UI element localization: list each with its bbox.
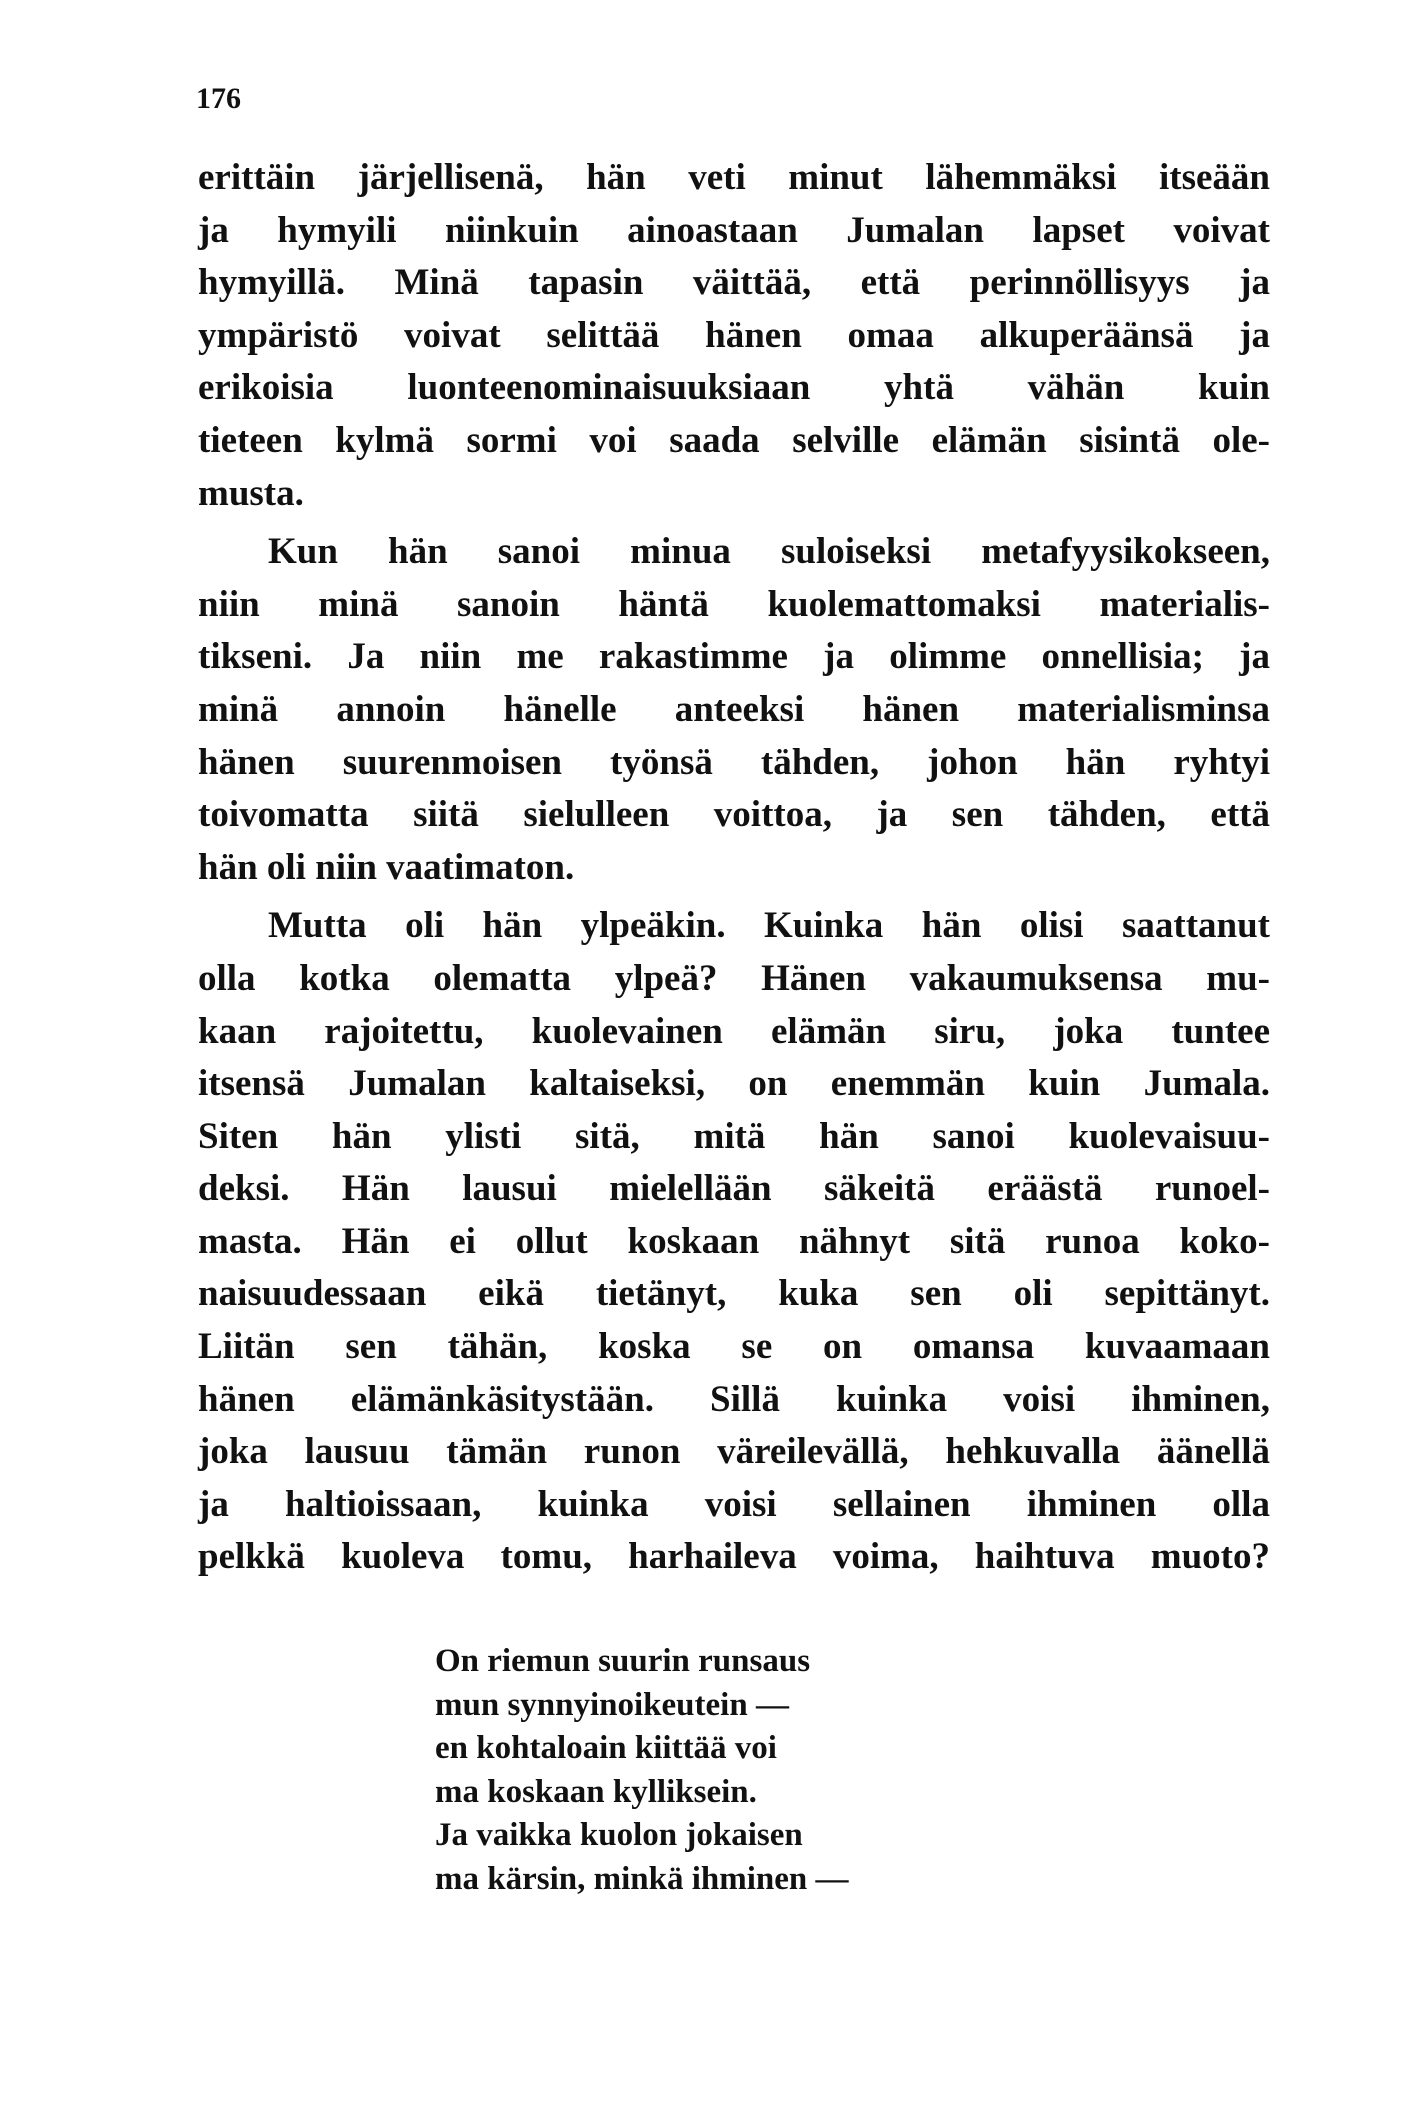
text-line: Liitän sen tähän, koska se on omansa kuvaamaan xyxy=(198,1326,1270,1368)
text-line: itsensä Jumalan kaltaiseksi, on enemmän kuin Jumala. xyxy=(198,1063,1270,1105)
poem-line: ma kärsin, minkä ihminen — xyxy=(435,1860,849,1897)
text-line: kaan rajoitettu, kuolevainen elämän siru, joka tuntee xyxy=(198,1010,1270,1052)
text-line: musta. xyxy=(198,472,304,514)
poem-line: en kohtaloain kiittää voi xyxy=(435,1730,777,1766)
text-line: hänen elämänkäsitystään. Sillä kuinka voisi ihminen, xyxy=(198,1378,1270,1420)
text-line: olla kotka olematta ylpeä? Hänen vakaumuksensa mu- xyxy=(198,957,1270,999)
text-line: masta. Hän ei ollut koskaan nähnyt sitä runoa koko- xyxy=(198,1220,1270,1262)
body-text xyxy=(198,152,1270,1584)
text-line: hymyillä. Minä tapasin väittää, että perinnöllisyys ja xyxy=(198,262,1270,304)
poem-line: Ja vaikka kuolon jokaisen xyxy=(435,1817,803,1853)
text-line: hänen suurenmoisen työnsä tähden, johon hän ryhtyi xyxy=(198,741,1270,783)
text-line: niin minä sanoin häntä kuolemattomaksi materialis- xyxy=(198,583,1270,625)
text-line: ja hymyili niinkuin ainoastaan Jumalan lapset voivat xyxy=(198,209,1270,251)
text-line: hän oli niin vaatimaton. xyxy=(198,846,575,888)
text-line: naisuudessaan eikä tietänyt, kuka sen oli sepittänyt. xyxy=(198,1273,1270,1315)
poem-line: ma koskaan kylliksein. xyxy=(435,1773,757,1810)
text-line: Kun hän sanoi minua suloiseksi metafyysikokseen, xyxy=(268,531,1270,573)
text-line: pelkkä kuoleva tomu, harhaileva voima, haihtuva muoto? xyxy=(198,1536,1270,1578)
paragraph xyxy=(198,526,1270,894)
text-line: ympäristö voivat selittää hänen omaa alkuperäänsä ja xyxy=(198,314,1270,356)
text-line: Mutta oli hän ylpeäkin. Kuinka hän olisi saattanut xyxy=(268,905,1270,947)
paragraph xyxy=(198,152,1270,520)
paragraph xyxy=(198,900,1270,1584)
text-line: tieteen kylmä sormi voi saada selville elämän sisintä ole- xyxy=(198,419,1270,461)
text-line: erittäin järjellisenä, hän veti minut lähemmäksi itseään xyxy=(198,157,1270,198)
text-line: toivomatta siitä sielulleen voittoa, ja sen tähden, että xyxy=(198,794,1270,836)
page-number: 176 xyxy=(196,82,241,115)
text-line: Siten hän ylisti sitä, mitä hän sanoi kuolevaisuu- xyxy=(198,1115,1270,1157)
text-line: deksi. Hän lausui mielellään säkeitä eräästä runoel- xyxy=(198,1168,1270,1210)
text-line: minä annoin hänelle anteeksi hänen materialisminsa xyxy=(198,688,1270,730)
poem xyxy=(435,1640,849,1901)
text-line: joka lausuu tämän runon väreilevällä, hehkuvalla äänellä xyxy=(198,1431,1270,1473)
text-line: tikseni. Ja niin me rakastimme ja olimme onnellisia; ja xyxy=(198,636,1270,678)
poem-line: mun synnyinoikeutein — xyxy=(435,1686,789,1723)
poem-line: On riemun suurin runsaus xyxy=(435,1643,811,1679)
text-line: ja haltioissaan, kuinka voisi sellainen ihminen olla xyxy=(198,1483,1270,1525)
text-line: erikoisia luonteenominaisuuksiaan yhtä vähän kuin xyxy=(198,367,1270,409)
